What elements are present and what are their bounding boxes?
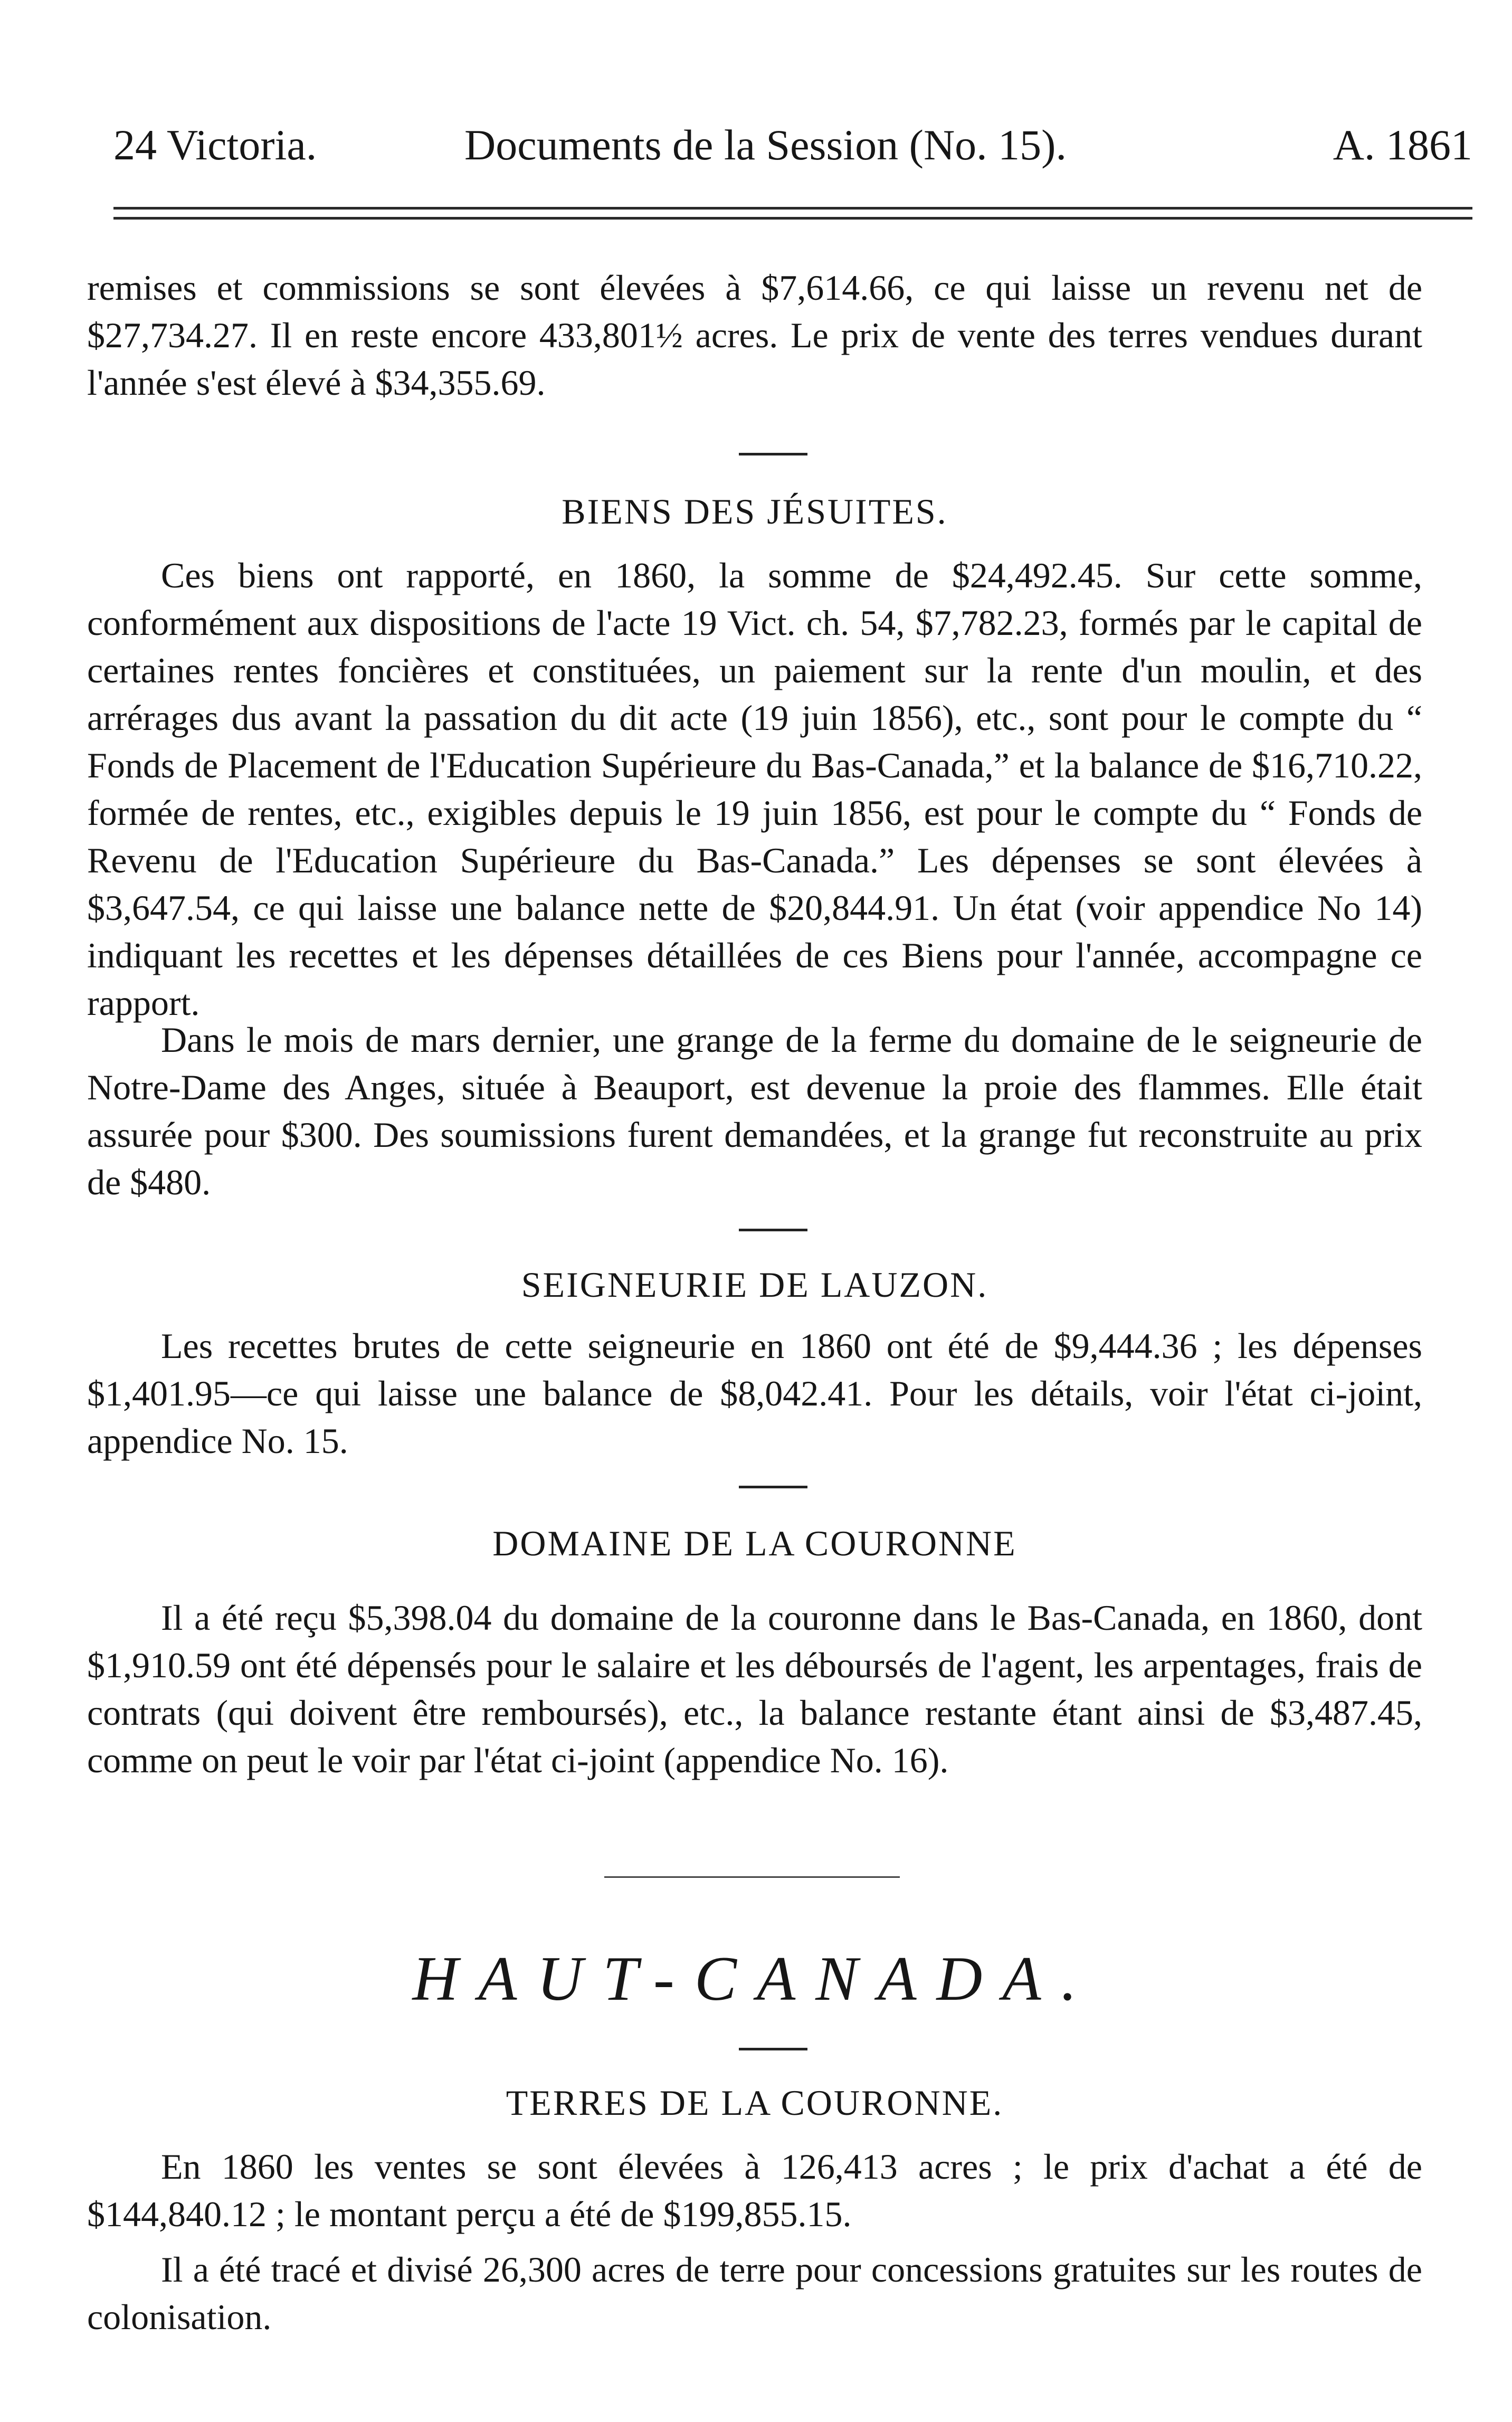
section-divider — [739, 453, 807, 455]
header-session-year: 24 Victoria. — [113, 121, 317, 169]
heading-haut-canada: HAUT-CANADA. — [412, 1943, 1097, 2013]
heading-biens-des-jesuites: BIENS DES JÉSUITES. — [562, 491, 948, 531]
running-header — [113, 120, 1472, 178]
header-page-ref: A. 1861 — [1333, 121, 1472, 169]
paragraph-intro: remises et commissions se sont élevées à $7,614.66, ce qui laisse un revenu net de $27,734.27. Il en reste encore 433,801½ acres. Le prix de vente des terres vendues durant l'année s'est élevé à $34,355.69. — [87, 268, 1422, 403]
heading-domaine-de-la-couronne: DOMAINE DE LA COURONNE — [492, 1523, 1017, 1563]
heading-seigneurie-de-lauzon: SEIGNEURIE DE LAUZON. — [521, 1265, 988, 1305]
paragraph-domaine-couronne: Il a été reçu $5,398.04 du domaine de la couronne dans le Bas-Canada, en 1860, dont $1,910.59 ont été dépensés pour le salaire et les déboursés de l'agent, les arpentages, frais de contrats (qui doivent être remboursés), etc., la balance restante étant ainsi de $3,487.45, comme on peut le voir par l'état ci-joint (appendice No. 16). — [87, 1598, 1422, 1780]
section-divider — [739, 1229, 807, 1231]
header-document-title: Documents de la Session (No. 15). — [464, 121, 1067, 169]
paragraph-terres-concessions: Il a été tracé et divisé 26,300 acres de terre pour concessions gratuites sur les routes de colonisation. — [87, 2249, 1422, 2337]
paragraph-jesuites-grange: Dans le mois de mars dernier, une grange de la ferme du domaine de le seigneurie de Notre-Dame des Anges, située à Beauport, est devenue la proie des flammes. Elle était assurée pour $300. Des soumissions furent demandées, et la grange fut reconstruite au prix de $480. — [87, 1020, 1422, 1202]
header-double-rule — [113, 207, 1472, 222]
paragraph-lauzon: Les recettes brutes de cette seigneurie en 1860 ont été de $9,444.36 ; les dépenses $1,401.95—ce qui laisse une balance de $8,042.41. Pour les détails, voir l'état ci-joint, appendice No. 15. — [87, 1326, 1422, 1461]
heading-terres-de-la-couronne: TERRES DE LA COURONNE. — [506, 2083, 1004, 2123]
section-divider — [739, 1486, 807, 1488]
paragraph-jesuites-revenue: Ces biens ont rapporté, en 1860, la somme de $24,492.45. Sur cette somme, conformément aux dispositions de l'acte 19 Vict. ch. 54, $7,782.23, formés par le capital de certaines rentes foncières et constituées, un paiement sur la rente d'un moulin, et des arrérages dus avant la passation du dit acte (19 juin 1856), etc., sont pour le compte du “ Fonds de Placement de l'Education Supérieure du Bas-Canada,” et la balance de $16,710.22, formée de rentes, etc., exigibles depuis le 19 juin 1856, est pour le compte du “ Fonds de Revenu de l'Education Supérieure du Bas-Canada.” Les dépenses se sont élevées à $3,647.54, ce qui laisse une balance nette de $20,844.91. Un état (voir appendice No 14) indiquant les recettes et les dépenses détaillées de ces Biens pour l'année, accompagne ce rapport. — [87, 555, 1422, 1023]
paragraph-terres-ventes: En 1860 les ventes se sont élevées à 126,413 acres ; le prix d'achat a été de $144,840.12 ; le montant perçu a été de $199,855.15. — [87, 2146, 1422, 2234]
section-divider — [739, 2048, 807, 2050]
part-divider — [604, 1876, 900, 1878]
